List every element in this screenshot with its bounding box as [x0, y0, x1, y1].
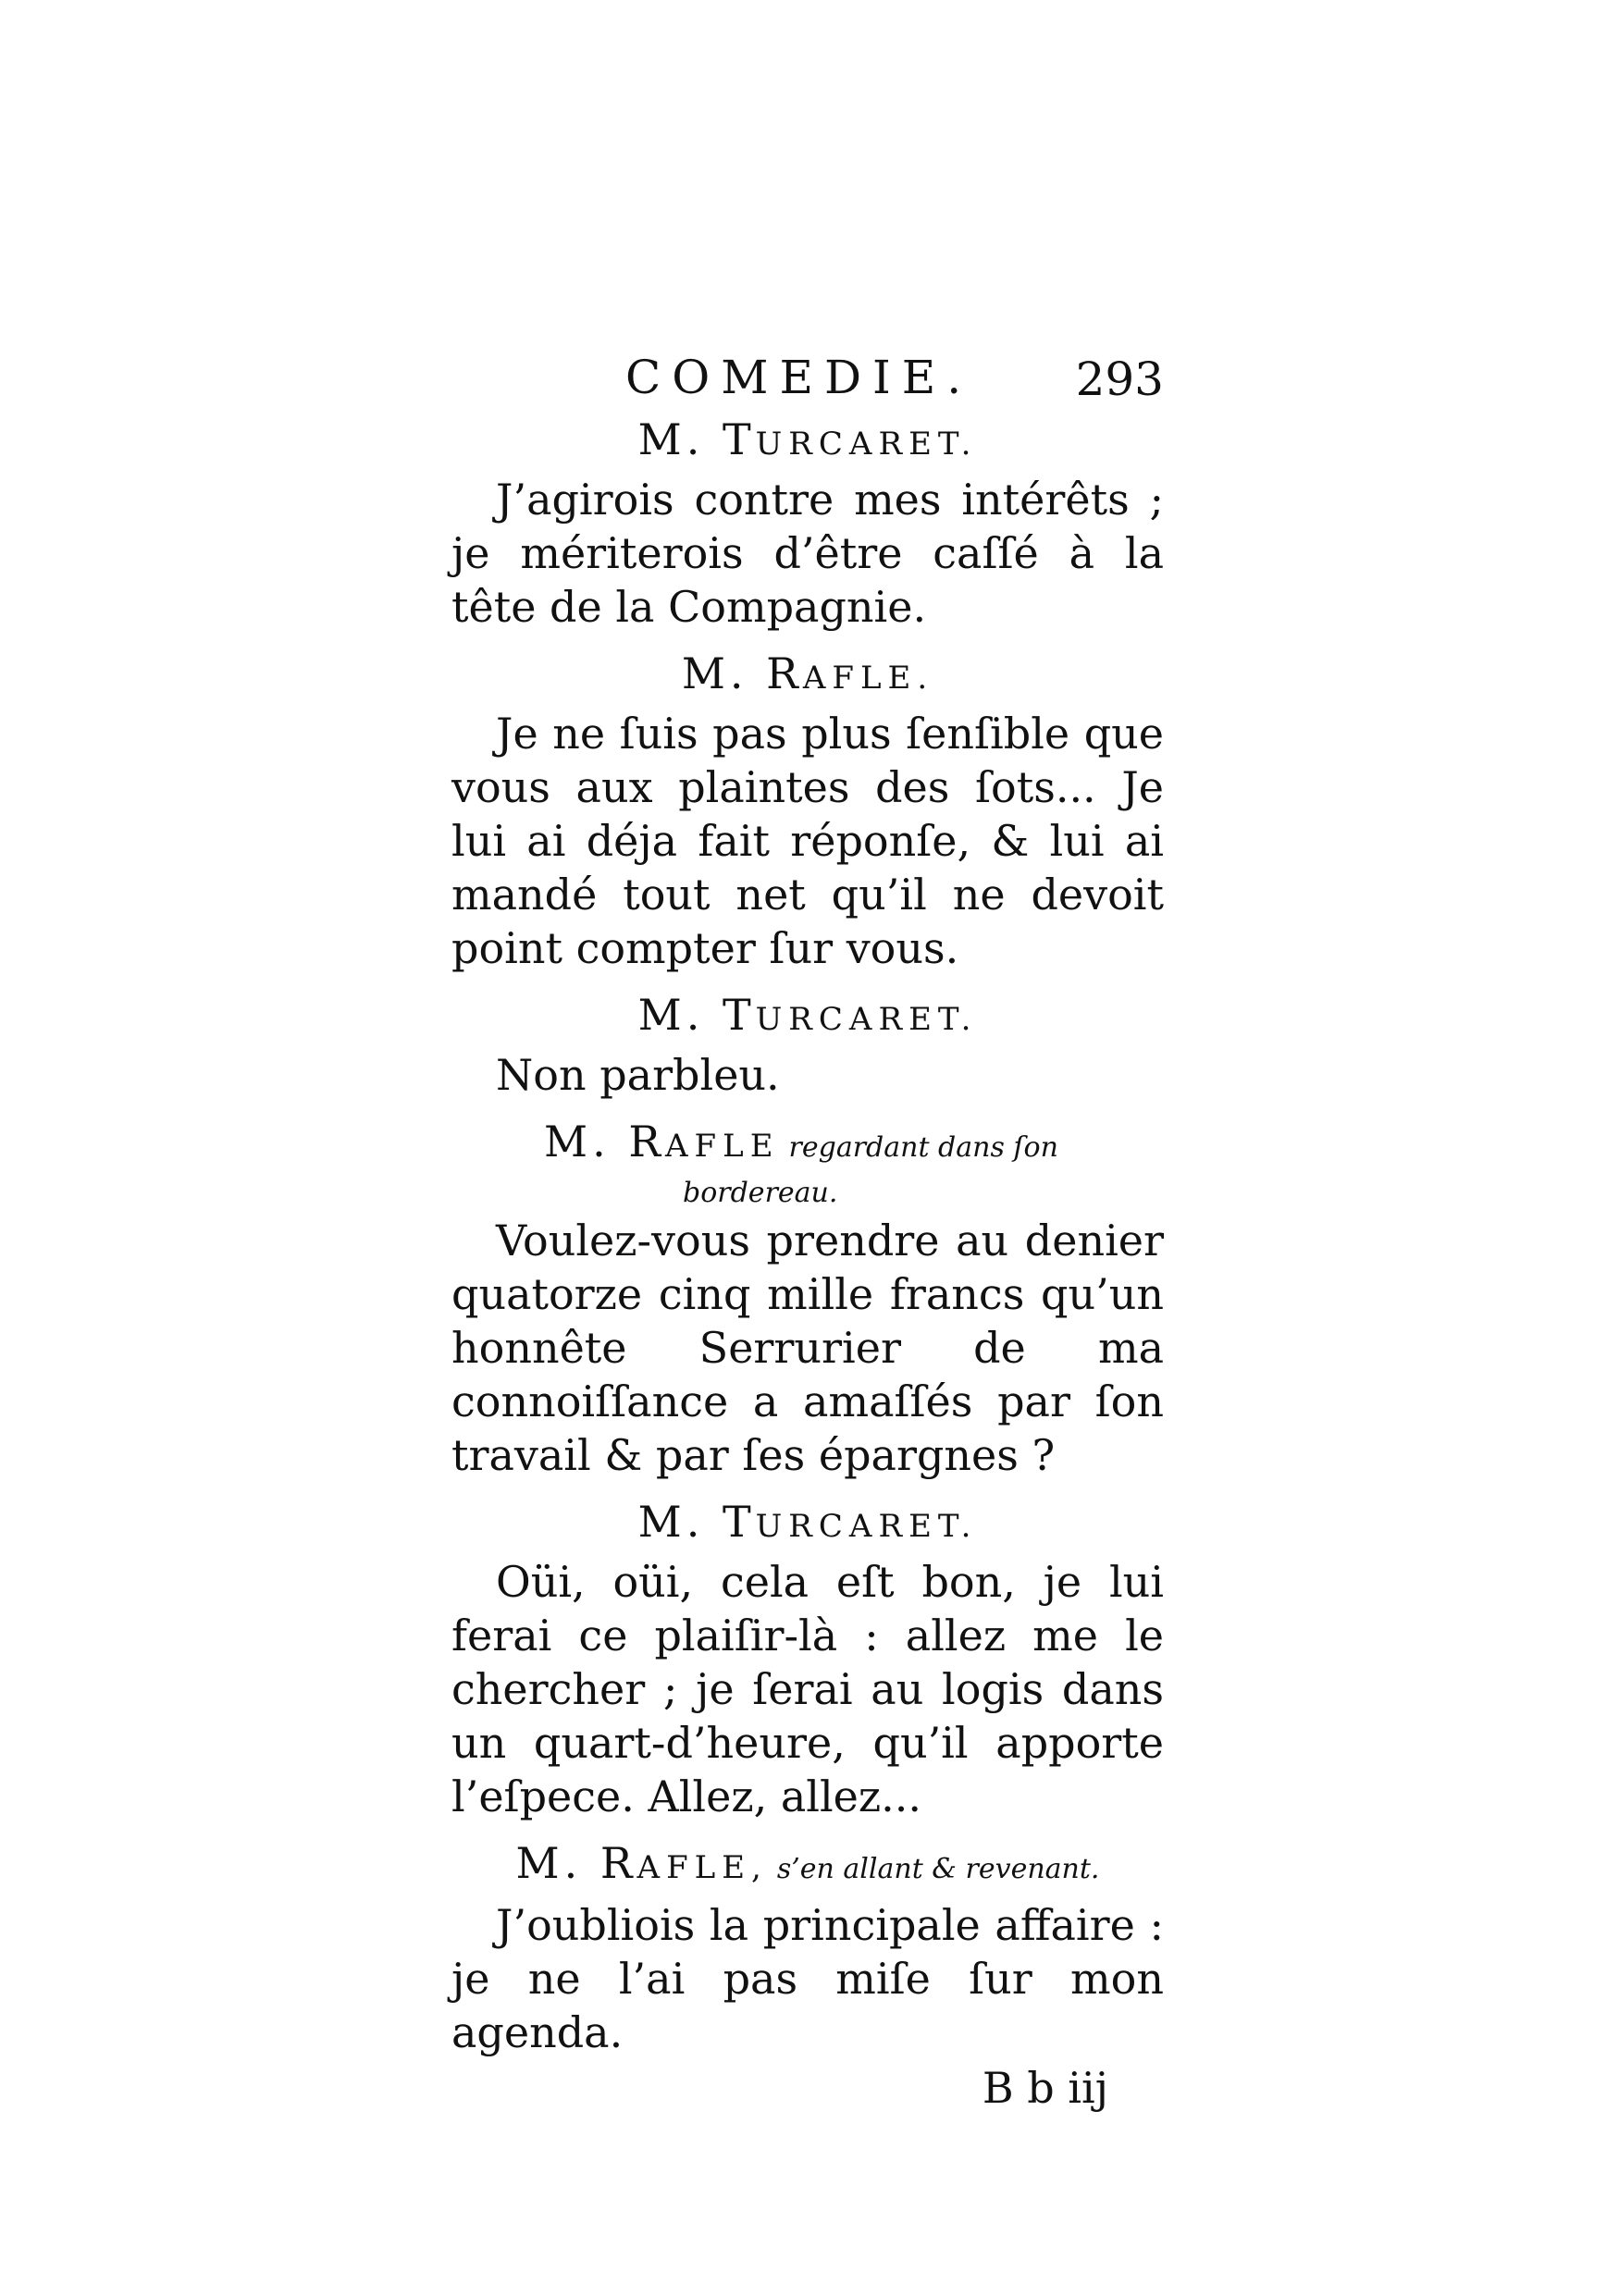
speaker-name-rest: AFLE,: [636, 1849, 768, 1886]
running-head: [451, 350, 1164, 405]
speaker-initial: M. T: [637, 414, 756, 464]
speaker-initial: M. T: [637, 990, 756, 1040]
page-number: 293: [1075, 352, 1164, 406]
speech-text: Non parbleu.: [496, 1050, 780, 1100]
speech-text: Voulez-vous prendre au denier quatorze cinq mille francs qu’un honnête Serrurier de ma connoiſſance a amaſſés par ſon travail & par ſes épargnes ?: [451, 1216, 1164, 1480]
speaker-heading: [451, 988, 1164, 1046]
speech-text: J’oubliois la principale affaire : je ne l’ai pas miſe ſur mon agenda.: [451, 1900, 1164, 2057]
speaker-initial: M. T: [637, 1497, 756, 1547]
speaker-name-rest: AFLE: [664, 1128, 780, 1165]
speaker-initial: M. R: [544, 1117, 665, 1167]
speaker-name-rest: URCARET.: [755, 426, 978, 463]
speech-text: J’agirois contre mes intérêts ; je mériterois d’être caſſé à la tête de la Compagnie.: [451, 475, 1164, 632]
speech-text: Je ne ſuis pas plus ſenſible que vous aux plaintes des ſots... Je lui ai déja fait réponſe, & lui ai mandé tout net qu’il ne devoit point compter ſur vous.: [451, 709, 1164, 973]
text-block: [451, 350, 1164, 2113]
speech-text: Oüi, oüi, cela eſt bon, je lui ferai ce plaiſir-là : allez me le chercher ; je ſerai au logis dans un quart-d’heure, qu’il apporte l’eſpece. Allez, allez...: [451, 1557, 1164, 1821]
speaker-heading: [451, 1495, 1164, 1553]
stage-direction: s’en allant & revenant.: [776, 1853, 1100, 1885]
speaker-initial: M. R: [681, 648, 803, 698]
running-title: COMEDIE.: [625, 351, 973, 404]
speaker-name-rest: URCARET.: [755, 1001, 978, 1038]
speaker-initial: M. R: [515, 1838, 637, 1888]
speaker-name-rest: URCARET.: [755, 1508, 978, 1545]
signature-mark: B b iij: [982, 2063, 1108, 2113]
stage-direction-continued: bordereau.: [683, 1177, 838, 1209]
speaker-heading: [451, 413, 1164, 471]
speaker-heading: [451, 647, 1164, 705]
speaker-name-rest: AFLE.: [802, 660, 934, 697]
speaker-heading: [451, 1836, 1164, 1896]
speaker-heading: [451, 1115, 1164, 1212]
stage-direction: regardant dans ſon: [788, 1131, 1058, 1164]
